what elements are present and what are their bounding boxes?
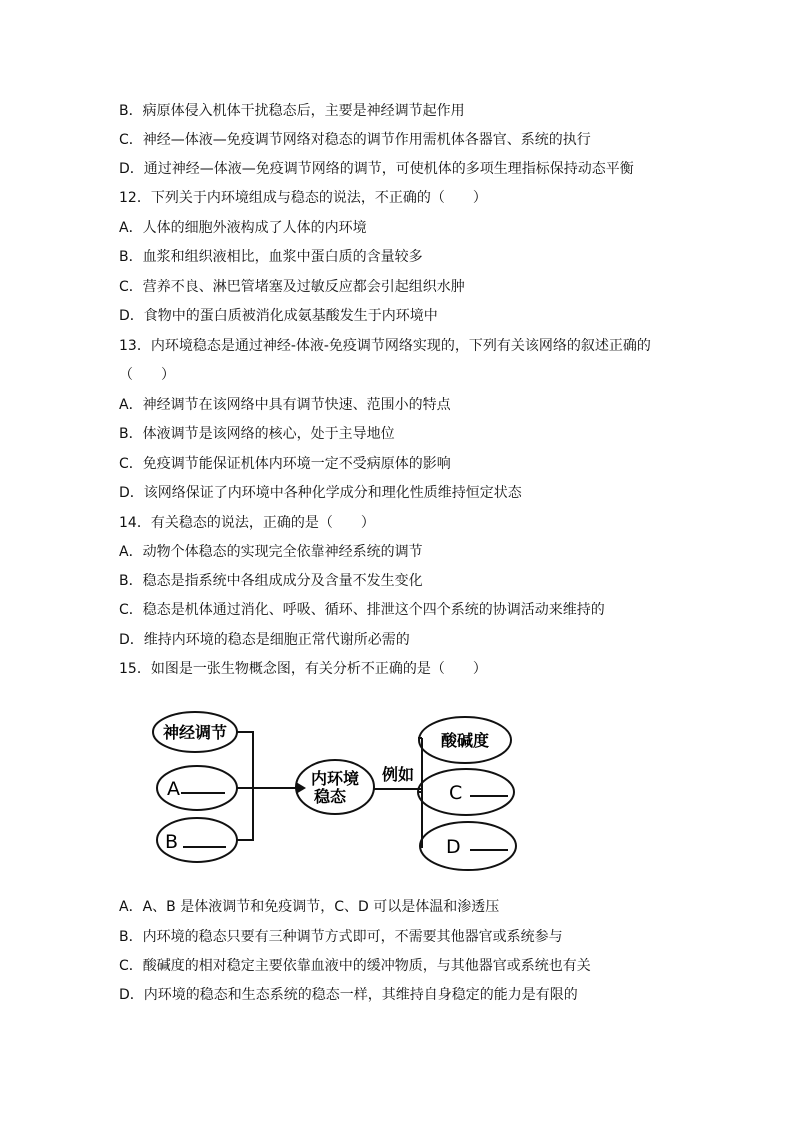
q13-option-a: A．神经调节在该网络中具有调节快速、范围小的特点 [119, 397, 451, 413]
q13-stem: 13．内环境稳态是通过神经-体液-免疫调节网络实现的，下列有关该网络的叙述正确的 [119, 338, 651, 354]
right-bracket-lines [374, 738, 422, 848]
homeostasis-label-line2: 稳态 [313, 787, 347, 806]
example-label: 例如 [381, 765, 415, 784]
q15-option-c: C．酸碱度的相对稳定主要依靠血液中的缓冲物质，与其他器官或系统也有关 [119, 958, 591, 974]
q14-option-a: A．动物个体稳态的实现完全依靠神经系统的调节 [119, 544, 423, 560]
q14-option-d: D．维持内环境的稳态是细胞正常代谢所必需的 [119, 632, 410, 648]
q13-option-c: C．免疫调节能保证机体内环境一定不受病原体的影响 [119, 456, 451, 472]
q12-option-d: D．食物中的蛋白质被消化成氨基酸发生于内环境中 [119, 308, 438, 324]
q15-option-a: A．A、B 是体液调节和免疫调节，C、D 可以是体温和渗透压 [119, 899, 500, 915]
concept-diagram [150, 700, 530, 875]
q13-option-b: B．体液调节是该网络的核心，处于主导地位 [119, 426, 395, 442]
q14-option-b: B．稳态是指系统中各组成成分及含量不发生变化 [119, 573, 423, 589]
node-d-label: D [446, 836, 461, 858]
node-c-label: C [449, 782, 463, 804]
q12-option-a: A．人体的细胞外液构成了人体的内环境 [119, 220, 367, 236]
q14-option-c: C．稳态是机体通过消化、呼吸、循环、排泄这个四个系统的协调活动来维持的 [119, 602, 605, 618]
left-bracket-lines [237, 732, 296, 840]
node-b-label: B [165, 831, 179, 853]
homeostasis-label-line1: 内环境 [310, 769, 360, 788]
arrow-head [296, 782, 306, 794]
q11-option-b: B．病原体侵入机体干扰稳态后，主要是神经调节起作用 [119, 103, 465, 119]
node-a-label: A [167, 778, 180, 800]
q12-option-c: C．营养不良、淋巴管堵塞及过敏反应都会引起组织水肿 [119, 279, 465, 295]
nerve-regulation-label: 神经调节 [162, 723, 228, 742]
q12-stem: 12．下列关于内环境组成与稳态的说法，不正确的（ ） [119, 190, 487, 206]
q15-option-b: B．内环境的稳态只要有三种调节方式即可，不需要其他器官或系统参与 [119, 929, 563, 945]
q11-option-d: D．通过神经—体液—免疫调节网络的调节，可使机体的多项生理指标保持动态平衡 [119, 161, 634, 177]
q15-stem: 15．如图是一张生物概念图，有关分析不正确的是（ ） [119, 661, 487, 677]
q13-option-d: D．该网络保证了内环境中各种化学成分和理化性质维持恒定状态 [119, 485, 522, 501]
q15-option-d: D．内环境的稳态和生态系统的稳态一样，其维持自身稳定的能力是有限的 [119, 987, 578, 1003]
q13-stem-continued: （ ） [119, 367, 175, 383]
node-c [418, 769, 514, 815]
acid-base-label: 酸碱度 [440, 731, 490, 750]
node-d [420, 822, 516, 870]
q12-option-b: B．血浆和组织液相比，血浆中蛋白质的含量较多 [119, 249, 423, 265]
q14-stem: 14．有关稳态的说法，正确的是（ ） [119, 515, 375, 531]
q11-option-c: C．神经—体液—免疫调节网络对稳态的调节作用需机体各器官、系统的执行 [119, 132, 591, 148]
